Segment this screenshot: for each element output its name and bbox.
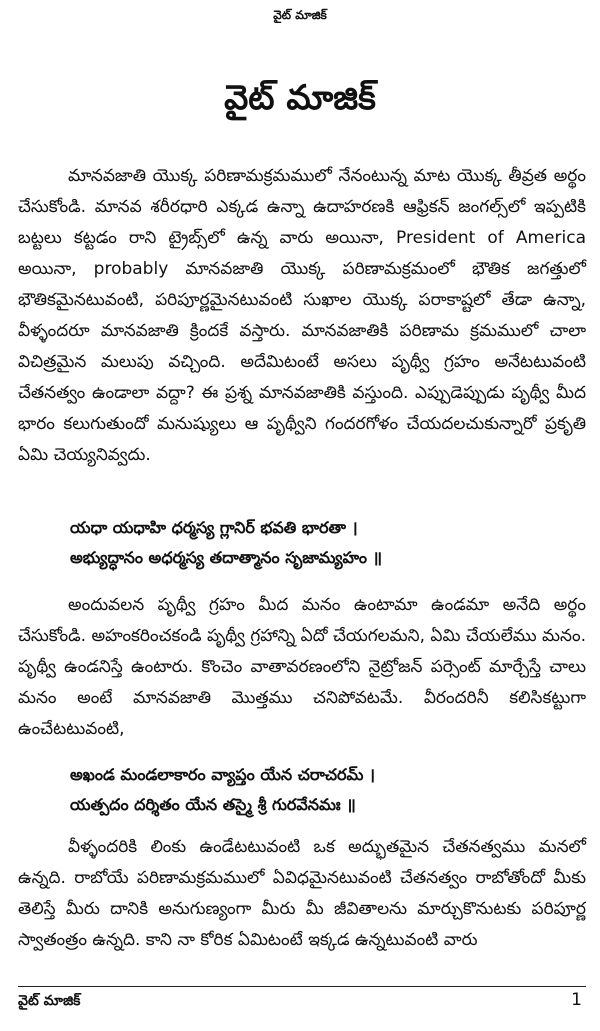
- paragraph-1: [18, 161, 586, 471]
- paragraph-text: మానవజాతి యొక్క పరిణామక్రమములో నేనంటున్న మాట యొక్క తీవ్రత అర్థం చేసుకోండి. మానవ శరీరధారి ఎక్కడ ఉన్నా ఉదాహరణకి ఆఫ్రికన్ జంగల్స్‌లో ఇప్పటికి బట్టలు కట్టడం రాని ట్రైబ్స్‌లో ఉన్న వారు అయినా, President of America అయినా, probably మానవజాతి యొక్క పరిణామక్రమంలో భౌతిక జగత్తులో భౌతికమైనటువంటి, పరిపూర్ణమైనటువంటి సుఖాల యొక్క పరాకాష్టలో తేడా ఉన్నా, వీళ్ళందరూ మానవజాతి క్రిందకే వస్తారు. మానవజాతికి పరిణామ క్రమములో చాలా విచిత్రమైన మలుపు వచ్చింది. అదేమిటంటే అసలు పృథ్వీ గ్రహం అనేటటువంటి చేతనత్వం ఉండాలా వద్దా? ఈ ప్రశ్న మానవజాతికి వస్తుంది. ఎప్పుడెప్పుడు పృథ్వీ మీద భారం కలుగుతుందో మనుష్యులు ఆ పృథ్వీని గందరగోళం చేయదలచుకున్నారో ప్రకృతి ఏమి చెయ్యనివ్వదు.: [18, 166, 586, 465]
- verse-block-1: [70, 513, 590, 573]
- footer-divider: [18, 986, 586, 987]
- paragraph-3: [18, 832, 586, 956]
- verse-line: యధా యధాహి ధర్మస్య గ్లానిర్ భవతి భారతా ।: [70, 518, 358, 537]
- paragraph-text: వీళ్ళందరికి లింకు ఉండేటటువంటి ఒక అద్భుతమైన చేతనత్వము మనలో ఉన్నది. రాబోయే పరిణామక్రమములో ఏవిధమైనటువంటి చేతనత్వం రాబోతోందో మీకు తెలిస్తే మీరు దానికి అనుగుణ్యంగా మీరు మీ జీవితాలను మార్చుకొనుటకు పరిపూర్ణ స్వాతంత్రం ఉన్నది. కాని నా కోరిక ఏమిటంటే ఇక్కడ ఉన్నటువంటి వారు: [18, 837, 586, 950]
- verse-block-2: [70, 760, 590, 820]
- paragraph-2: [18, 590, 586, 745]
- page-number: 1: [571, 990, 582, 1010]
- paragraph-text: అందువలన పృథ్వీ గ్రహం మీద మనం ఉంటామా ఉండమా అనేది అర్థం చేసుకోండి. అహంకరించకండి పృథ్వీ గ్రహాన్ని ఏదో చేయగలమని, ఏమి చేయలేము మనం. పృథ్వీ ఉండనిస్తే ఉంటారు. కొంచెం వాతావరణంలోని నైట్రోజన్ పర్సెంట్ మార్చేస్తే చాలు మనం అంటే మానవజాతి మొత్తము చనిపోవటమే. వీరందరినీ కలిసికట్టుగా ఉంచేటటువంటి,: [18, 595, 586, 739]
- verse-line: యత్పదం దర్శితం యేన తస్మై శ్రీ గురవేనమః ॥: [70, 795, 356, 814]
- footer-title: వైట్ మాజిక్: [18, 993, 81, 1009]
- chapter-title: వైట్ మాజిక్: [224, 78, 376, 118]
- verse-line: అఖండ మండలాకారం వ్యాప్తం యేన చరాచరమ్ ।: [70, 765, 376, 784]
- running-header: వైట్ మాజిక్: [273, 8, 327, 22]
- verse-line: అభ్యుద్ధానం అధర్మస్య తదాత్మానం సృజామ్యహం ॥: [70, 548, 383, 567]
